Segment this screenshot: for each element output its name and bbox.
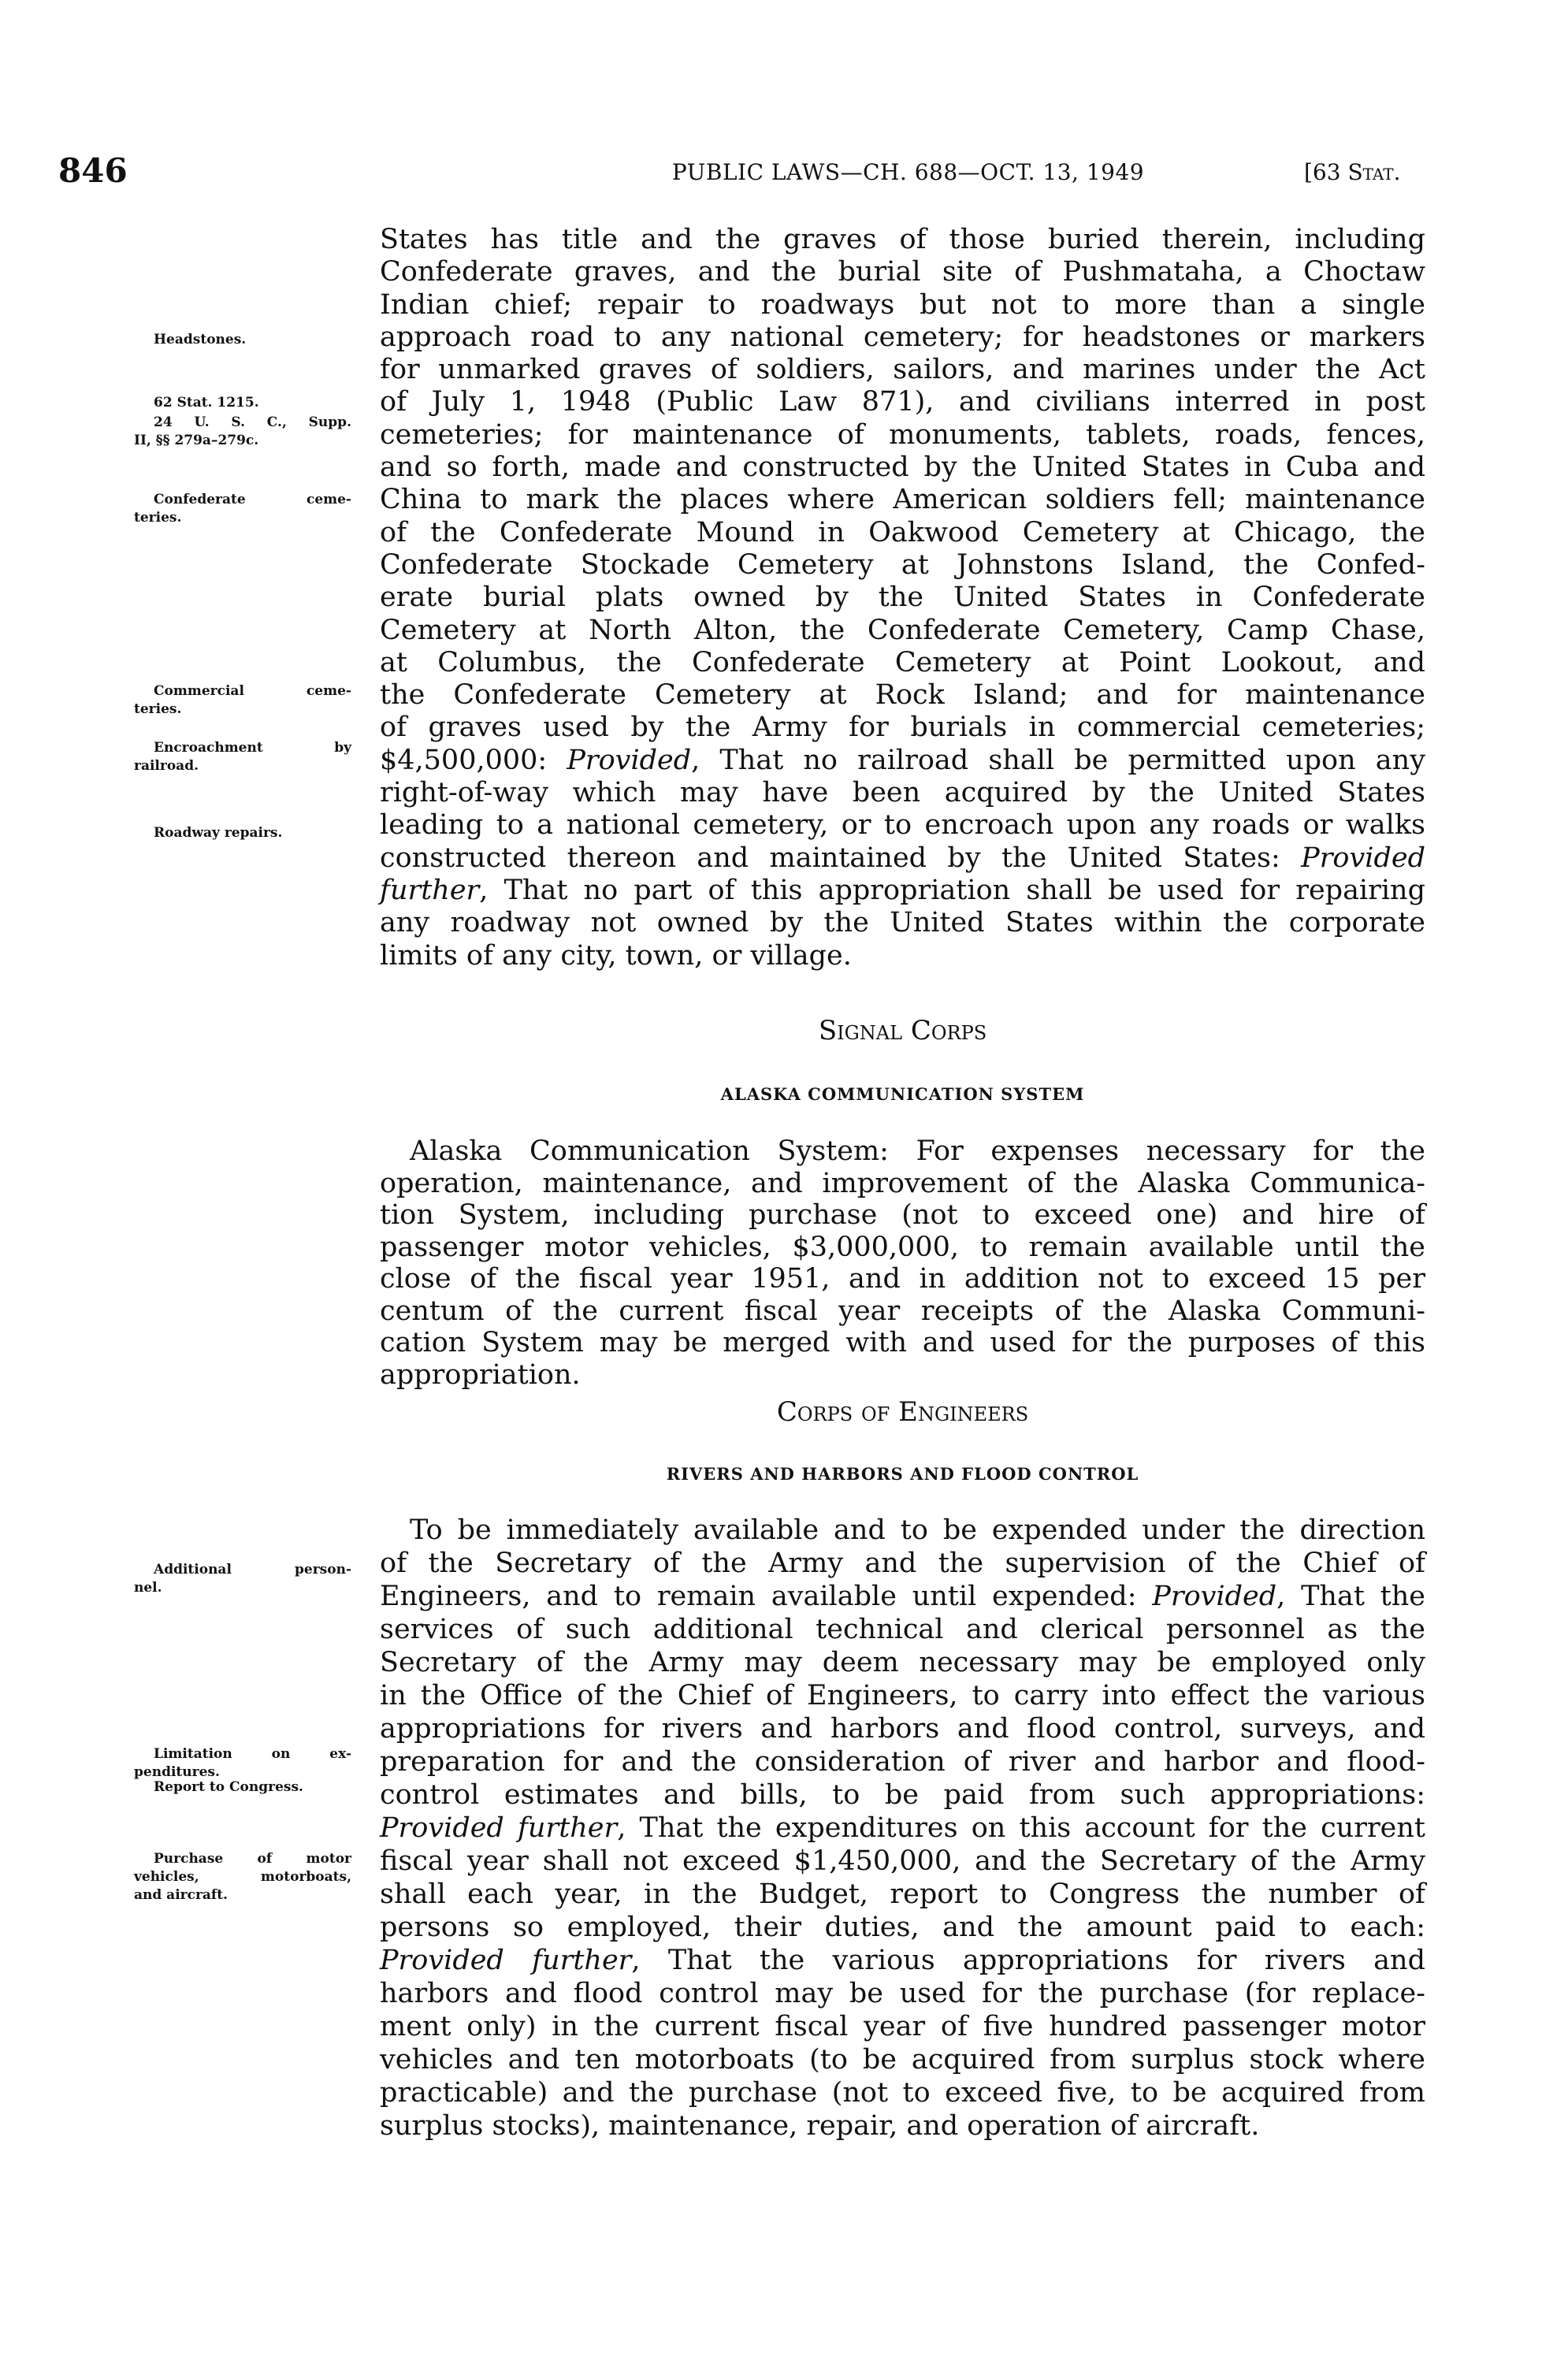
text-segment: Cemetery at North Alton, the Confederate Cemetery, Camp Chase, [380, 614, 1425, 646]
text-line [380, 289, 1425, 321]
text-line [380, 1646, 1425, 1679]
text-segment: States has title and the graves of those buried therein, including [380, 224, 1425, 255]
text-segment: close of the fiscal year 1951, and in addition not to exceed 15 per [380, 1263, 1425, 1295]
margin-note [134, 491, 351, 527]
text-line [380, 1977, 1425, 2010]
text-segment: leading to a national cemetery, or to encroach upon any roads or walks [380, 809, 1425, 842]
text-line [380, 809, 1425, 842]
text-line [380, 256, 1425, 288]
text-line [380, 1613, 1425, 1646]
text-segment: Secretary of the Army may deem necessary may be employed only [380, 1647, 1425, 1678]
margin-note-line: Report to Congress. [154, 1779, 303, 1795]
text-line [380, 386, 1425, 418]
text-line [380, 452, 1425, 484]
margin-note-line: II, §§ 279a–279c. [134, 433, 259, 448]
margin-note-line: penditures. [134, 1764, 220, 1780]
text-segment: of graves used by the Army for burials in commercial cemeteries; [380, 712, 1425, 744]
text-segment: the Confederate Cemetery at Rock Island; and for maintenance [380, 679, 1425, 712]
text-segment: any roadway not owned by the United States within the corporate [380, 907, 1425, 939]
text-segment: surplus stocks), maintenance, repair, and operation of aircraft. [380, 2110, 1260, 2142]
margin-note-line: Confederate ceme- [154, 492, 351, 507]
text-line [380, 1263, 1425, 1295]
margin-note [134, 331, 351, 349]
italic-text: Provided [1152, 1581, 1277, 1612]
italic-text: Provided further [380, 1812, 618, 1844]
text-segment: To be immediately available and to be expended under the direction [410, 1514, 1425, 1546]
text-segment: Engineers, and to remain available until expended: [380, 1581, 1153, 1612]
text-line [380, 2076, 1425, 2109]
text-segment: persons so employed, their duties, and the amount paid to each: [380, 1912, 1425, 1943]
text-line [380, 1812, 1425, 1845]
text-segment: constructed thereon and maintained by the United States: [380, 842, 1302, 874]
text-line [380, 224, 1425, 256]
margin-note-line: 24 U. S. C., Supp. [154, 414, 351, 430]
text-segment: cemeteries; for maintenance of monuments, tablets, roads, fences, [380, 418, 1425, 451]
text-segment: tion System, including purchase (not to exceed one) and hire of [380, 1199, 1425, 1231]
text-segment: for unmarked graves of soldiers, sailors, and marines under the Act [380, 354, 1425, 386]
text-line [380, 1514, 1425, 1547]
text-segment: shall each year, in the Budget, report to Congress the number of [380, 1878, 1425, 1910]
margin-note-line: and aircraft. [134, 1887, 229, 1903]
text-line [380, 2010, 1425, 2043]
text-line [380, 745, 1425, 777]
text-line [380, 1168, 1425, 1200]
text-line [380, 354, 1425, 386]
text-line [380, 517, 1425, 549]
text-segment: services of such additional technical and clerical personnel as the [380, 1614, 1425, 1645]
text-line [380, 907, 1425, 939]
text-segment: China to mark the places where American soldiers fell; maintenance [380, 484, 1425, 516]
text-line [380, 875, 1425, 907]
text-segment: passenger motor vehicles, $3,000,000, to remain available until the [380, 1231, 1425, 1263]
margin-note-line: teries. [134, 510, 182, 526]
text-segment: of the Secretary of the Army and the supervision of the Chief of [380, 1548, 1425, 1579]
margin-note [134, 1745, 351, 1782]
margin-note-line: Headstones. [154, 332, 247, 347]
margin-note [134, 1561, 351, 1597]
text-line [380, 549, 1425, 582]
text-line [380, 1745, 1425, 1778]
section-rivers-harbors-text [380, 1514, 1425, 2142]
text-line [380, 647, 1425, 679]
text-line [380, 777, 1425, 809]
subheading-alaska-communication-system: ALASKA COMMUNICATION SYSTEM [720, 1084, 1085, 1104]
text-segment: preparation for and the consideration of river and harbor and flood- [380, 1746, 1425, 1778]
text-segment: and so forth, made and constructed by the United States in Cuba and [380, 452, 1425, 484]
text-line [380, 679, 1425, 712]
text-segment: of the Confederate Mound in Oakwood Cemetery at Chicago, the [380, 516, 1425, 548]
heading-corps-of-engineers: Corps of Engineers [776, 1396, 1029, 1428]
text-line [380, 1845, 1425, 1878]
margin-note [134, 414, 351, 450]
text-segment: , That no railroad shall be permitted upon any [691, 744, 1425, 776]
margin-note-line: vehicles, motorboats, [134, 1869, 351, 1885]
text-segment: in the Office of the Chief of Engineers, to carry into effect the various [380, 1680, 1425, 1711]
text-segment: of July 1, 1948 (Public Law 871), and civilians interred in post [380, 386, 1425, 418]
text-line [380, 1547, 1425, 1580]
italic-text: Provided [567, 744, 692, 776]
italic-text: further [380, 874, 480, 906]
text-line [380, 1295, 1425, 1328]
text-line [380, 1580, 1425, 1613]
subheading-rivers-harbors-flood-control: RIVERS AND HARBORS AND FLOOD CONTROL [666, 1464, 1139, 1484]
text-segment: appropriations for rivers and harbors and flood control, surveys, and [380, 1713, 1425, 1745]
margin-note-line: teries. [134, 701, 182, 717]
page-number: 846 [58, 151, 128, 190]
margin-note [134, 1850, 351, 1904]
italic-text: Provided [1301, 842, 1425, 874]
text-line [380, 940, 1425, 972]
text-segment: right-of-way which may have been acquired by the United States [380, 777, 1425, 809]
text-line [380, 712, 1425, 744]
text-line [380, 1232, 1425, 1264]
text-segment: Alaska Communication System: For expenses necessary for the [410, 1135, 1425, 1167]
text-segment: operation, maintenance, and improvement of the Alaska Communica- [380, 1167, 1425, 1199]
text-segment: ment only) in the current fiscal year of five hundred passenger motor [380, 2011, 1425, 2042]
margin-note-line: 62 Stat. 1215. [154, 395, 259, 411]
text-segment: , That the expenditures on this account for the current [617, 1812, 1426, 1844]
margin-note [134, 1778, 351, 1797]
text-segment: Confederate Stockade Cemetery at Johnstons Island, the Confed- [380, 548, 1425, 581]
text-segment: centum of the current fiscal year receipts of the Alaska Communi- [380, 1295, 1425, 1327]
text-line [380, 1911, 1425, 1944]
text-line [380, 1878, 1425, 1911]
section-alaska-text [380, 1135, 1425, 1391]
margin-note [134, 682, 351, 719]
text-segment: , That the various appropriations for rivers and [631, 1945, 1425, 1976]
text-line [380, 1679, 1425, 1712]
margin-note [134, 394, 351, 412]
volume-reference: [63 Stat. [1304, 159, 1401, 185]
text-line [380, 1712, 1425, 1745]
text-line [380, 2043, 1425, 2076]
margin-note [134, 824, 351, 842]
text-segment: practicable) and the purchase (not to exceed five, to be acquired from [380, 2077, 1425, 2109]
text-line [380, 321, 1425, 354]
text-segment: appropriation. [380, 1358, 581, 1391]
margin-note-line: railroad. [134, 758, 199, 774]
text-line [380, 1327, 1425, 1359]
text-line [380, 1135, 1425, 1168]
text-line [380, 615, 1425, 647]
running-title: PUBLIC LAWS—CH. 688—OCT. 13, 1949 [671, 159, 1145, 185]
margin-note-line: Roadway repairs. [154, 825, 283, 841]
text-segment: , That no part of this appropriation shall be used for repairing [479, 874, 1425, 906]
margin-note-line: nel. [134, 1580, 162, 1596]
text-segment: harbors and flood control may be used for the purchase (for replace- [380, 1978, 1425, 2009]
margin-note [134, 739, 351, 775]
text-segment: $4,500,000: [380, 744, 567, 776]
heading-signal-corps: Signal Corps [818, 1015, 987, 1046]
text-line [380, 2109, 1425, 2142]
text-line [380, 419, 1425, 452]
text-segment: approach road to any national cemetery; for headstones or markers [380, 321, 1425, 353]
text-segment: erate burial plats owned by the United States in Confederate [380, 582, 1425, 614]
text-segment: control estimates and bills, to be paid from such appropriations: [380, 1779, 1425, 1811]
italic-text: Provided further [380, 1945, 632, 1976]
margin-note-line: Commercial ceme- [154, 683, 351, 699]
section-cemeteries-text [380, 224, 1425, 972]
text-line [380, 1778, 1425, 1812]
text-segment: fiscal year shall not exceed $1,450,000, and the Secretary of the Army [380, 1845, 1425, 1877]
margin-note-line: Purchase of motor [154, 1851, 351, 1867]
text-line [380, 1199, 1425, 1232]
text-segment: cation System may be merged with and used for the purposes of this [380, 1327, 1425, 1358]
text-line [380, 842, 1425, 875]
margin-note-line: Additional person- [154, 1562, 351, 1577]
margin-note-line: Encroachment by [154, 740, 351, 756]
text-segment: Indian chief; repair to roadways but not to more than a single [380, 288, 1425, 321]
text-line [380, 1359, 1425, 1392]
text-line [380, 484, 1425, 516]
text-segment: limits of any city, town, or village. [380, 939, 852, 972]
margin-note-line: Limitation on ex- [154, 1746, 351, 1762]
text-segment: vehicles and ten motorboats (to be acquired from surplus stock where [380, 2044, 1425, 2075]
text-segment: , That the [1276, 1581, 1426, 1612]
text-line [380, 1944, 1425, 1977]
text-segment: Confederate graves, and the burial site of Pushmataha, a Choctaw [380, 256, 1425, 288]
text-segment: at Columbus, the Confederate Cemetery at Point Lookout, and [380, 646, 1425, 678]
text-line [380, 582, 1425, 614]
